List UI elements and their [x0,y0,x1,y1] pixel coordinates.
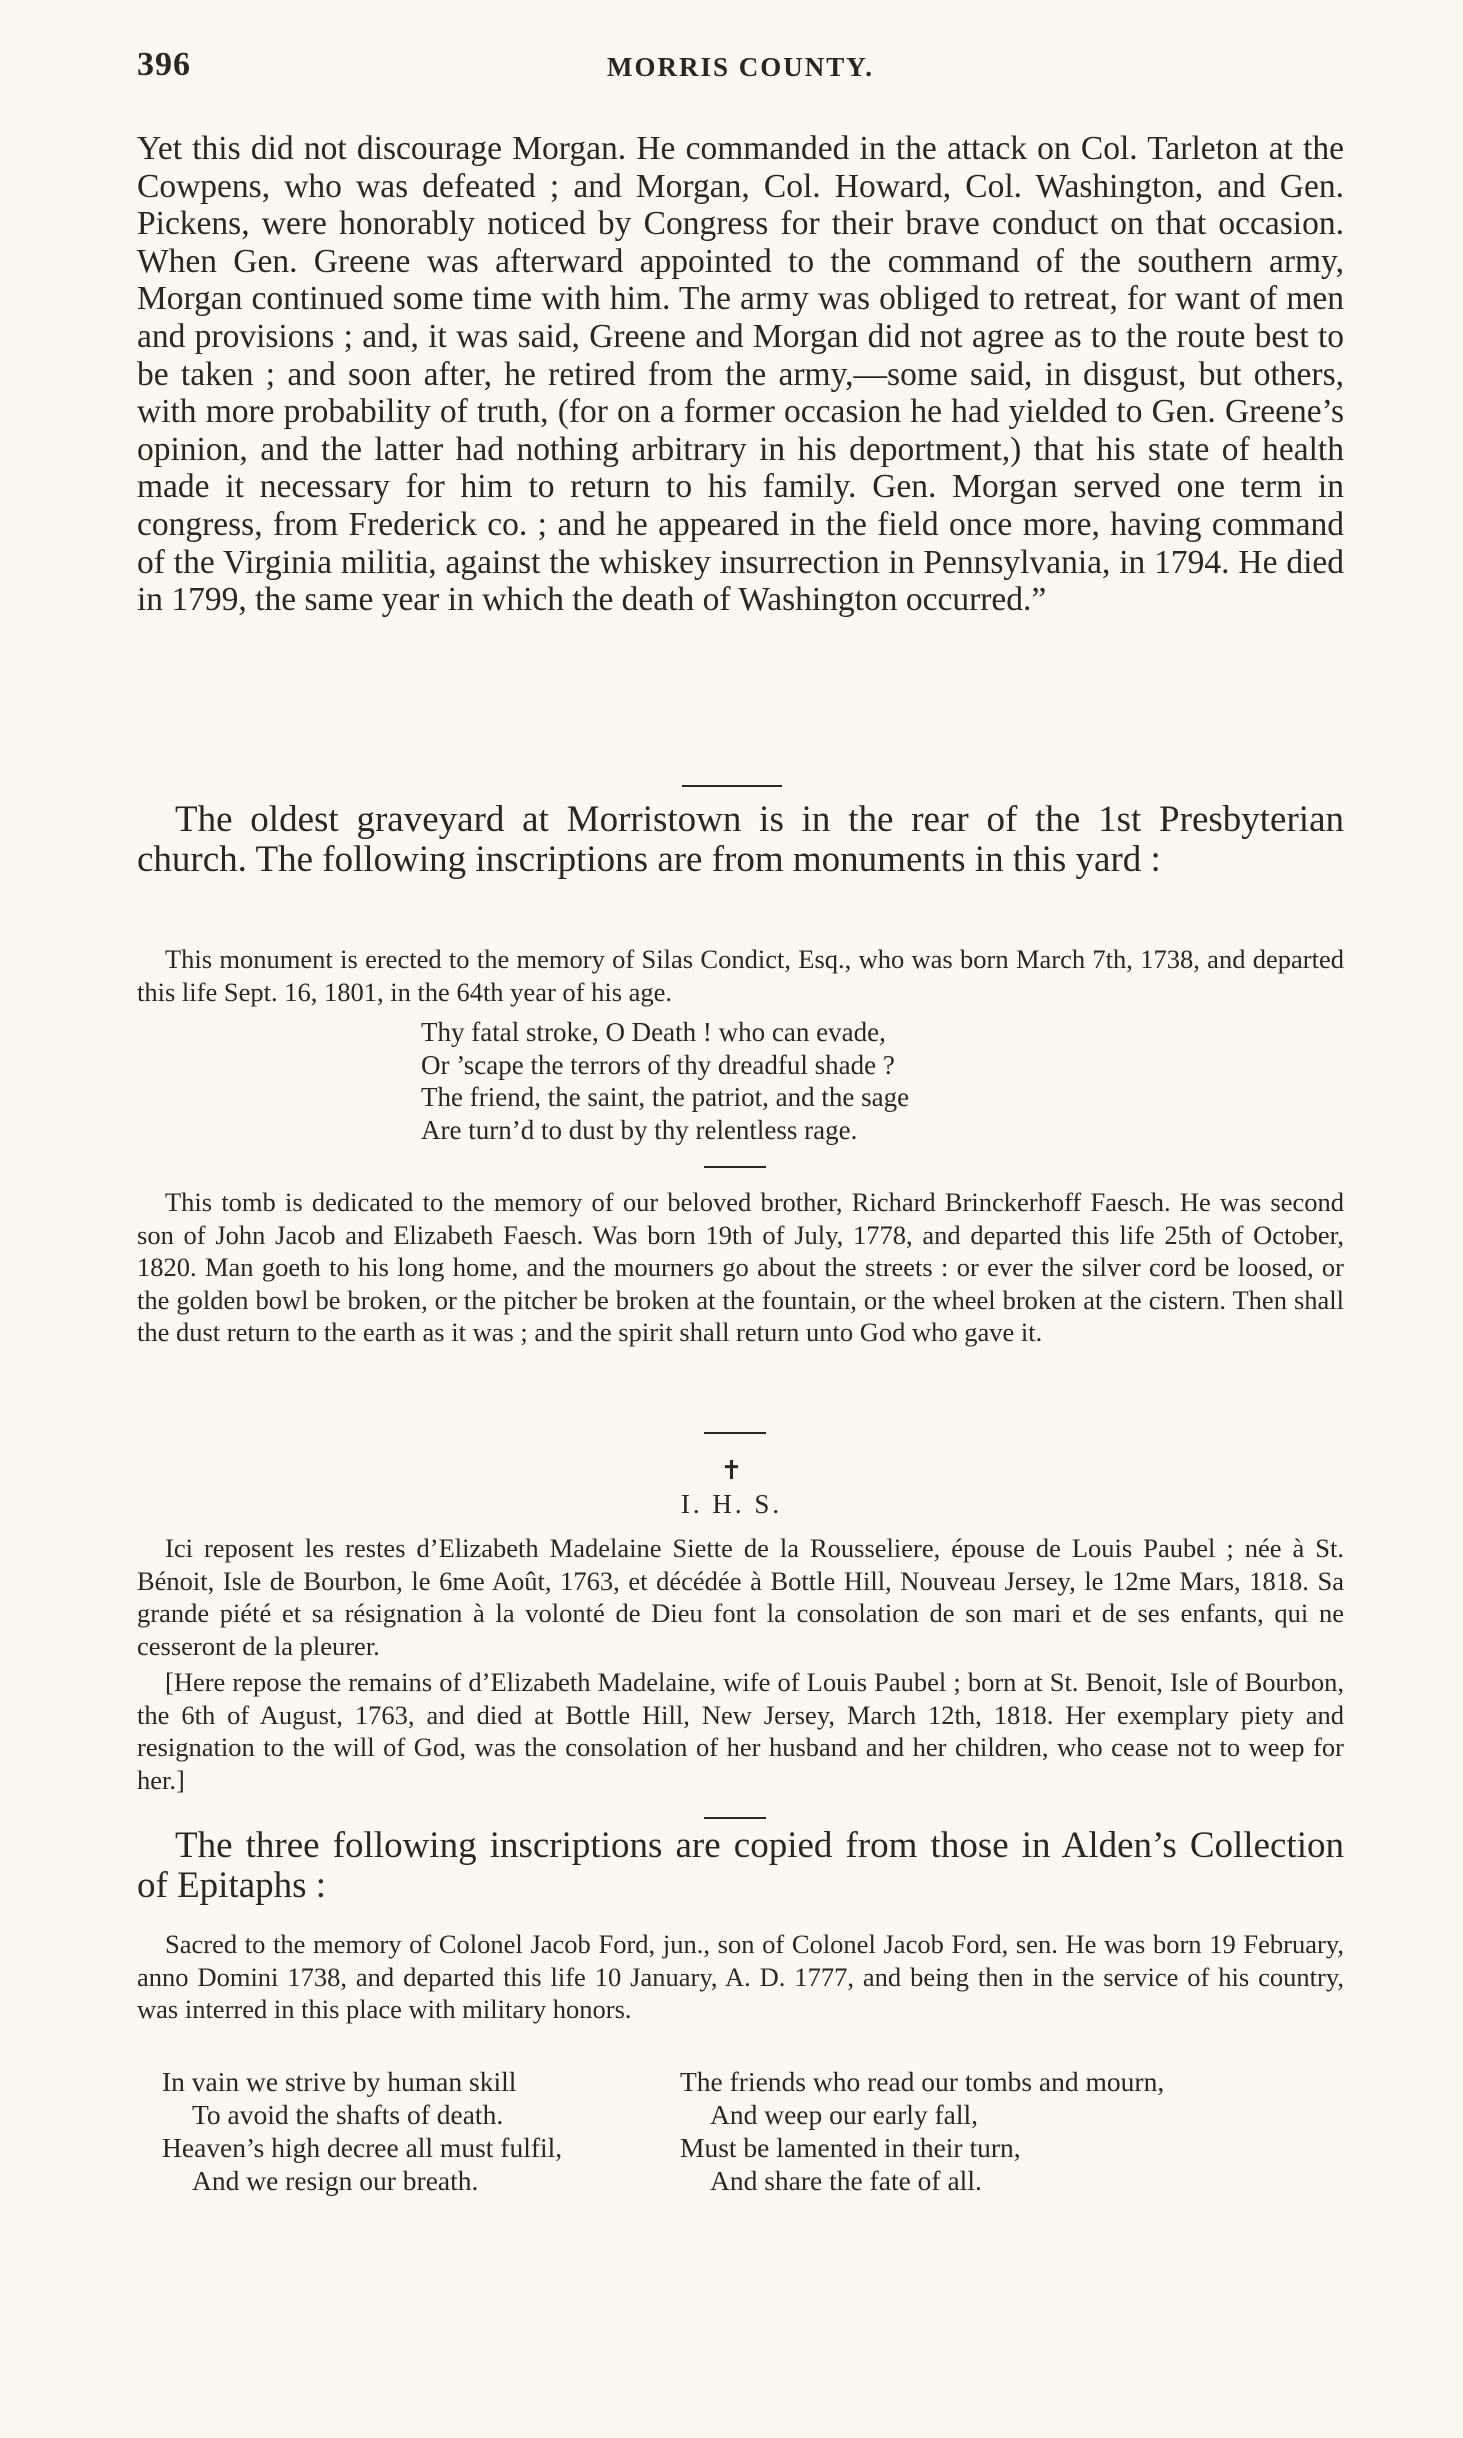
poem-line: The friends who read our tombs and mourn, [680,2066,1165,2097]
poem-line: And weep our early fall, [710,2099,979,2130]
inscription-divider [704,1166,766,1168]
inscription-paubel-english: [Here repose the remains of d’Elizabeth Madelaine, wife of Louis Paubel ; born at St. Benoit, Isle of Bourbon, the 6th of August, 1763, and died at Bottle Hill, New Jersey, March 12th, 1818. Her exemplary piety and resignation to the will of God, was the consolation of her husband and her children, who cease not to weep for her.] [137,1667,1344,1795]
inscription-paubel-french: Ici reposent les restes d’Elizabeth Madelaine Siette de la Rousseliere, épouse de Louis Paubel ; née à St. Bénoit, Isle de Bourbon, le 6me Août, 1763, et décédée à Bottle Hill, Nouveau Jersey, le 12me Mars, 1818. Sa grande piété et sa résignation à la volonté de Dieu font la consolation de son mari et de ses enfants, qui ne cesseront de la pleurer. [137,1533,1344,1661]
cross-symbol: ✝ [720,1456,743,1485]
ihs-heading: I. H. S. [680,1489,783,1519]
poem-line: In vain we strive by human skill [162,2066,517,2097]
poem-line: And we resign our breath. [192,2165,479,2196]
inscription-ford: Sacred to the memory of Colonel Jacob Ford, jun., son of Colonel Jacob Ford, sen. He was born 19 February, anno Domini 1738, and departed this life 10 January, A. D. 1777, and being then in the service of his country, was interred in this place with military honors. [137,1929,1344,2025]
poem-line: Thy fatal stroke, O Death ! who can evade, [421,1017,886,1047]
morgan-paragraph: Yet this did not discourage Morgan. He commanded in the attack on Col. Tarleton at the Cowpens, who was defeated ; and Morgan, Col. Howard, Col. Washington, and Gen. Pickens, were honorably noticed by Congress for their brave conduct on that occasion. When Gen. Greene was afterward appointed to the command of the southern army, Morgan continued some time with him. The army was obliged to retreat, for want of men and provisions ; and, it was said, Greene and Morgan did not agree as to the route best to be taken ; and soon after, he retired from the army,—some said, in disgust, but others, with more probability of truth, (for on a former occasion he had yielded to Gen. Greene’s opinion, and the latter had nothing arbitrary in his deportment,) that his state of health made it necessary for him to return to his family. Gen. Morgan served one term in congress, from Frederick co. ; and he appeared in the field once more, having command of the Virginia militia, against the whiskey insurrection in Pennsylvania, in 1794. He died in 1799, the same year in which the death of Washington occurred.” [137,130,1344,619]
poem-line: Or ’scape the terrors of thy dreadful shade ? [421,1049,895,1080]
poem-ford-right [680,2065,1164,2197]
poem-ford-left [162,2065,562,2197]
inscription-divider [704,1432,766,1434]
poem-line: To avoid the shafts of death. [192,2099,504,2130]
inscription-faesch: This tomb is dedicated to the memory of our beloved brother, Richard Brinckerhoff Faesch. He was second son of John Jacob and Elizabeth Faesch. Was born 19th of July, 1778, and departed this life 25th of October, 1820. Man goeth to his long home, and the mourners go about the streets : or ever the silver cord be loosed, or the golden bowl be broken, or the pitcher be broken at the fountain, or the wheel broken at the cistern. Then shall the dust return to the earth as it was ; and the spirit shall return unto God who gave it. [137,1187,1344,1348]
poem-line: Are turn’d to dust by thy relentless rage. [421,1114,858,1145]
section-divider [704,1817,766,1819]
running-head: MORRIS COUNTY. [606,52,875,82]
section-divider [682,785,782,787]
poem-condict [421,1016,909,1146]
poem-line: The friend, the saint, the patriot, and the sage [421,1082,910,1113]
page-header [137,46,1344,98]
poem-line: Must be lamented in their turn, [680,2132,1021,2163]
page-number: 396 [137,46,191,83]
alden-intro: The three following inscriptions are copied from those in Alden’s Collection of Epitaphs : [137,1825,1344,1906]
poem-line: And share the fate of all. [710,2165,982,2196]
graveyard-intro: The oldest graveyard at Morristown is in the rear of the 1st Presbyterian church. The following inscriptions are from monuments in this yard : [137,799,1344,880]
inscription-condict: This monument is erected to the memory of Silas Condict, Esq., who was born March 7th, 1738, and departed this life Sept. 16, 1801, in the 64th year of his age. [137,944,1344,1007]
poem-line: Heaven’s high decree all must fulfil, [162,2132,563,2163]
